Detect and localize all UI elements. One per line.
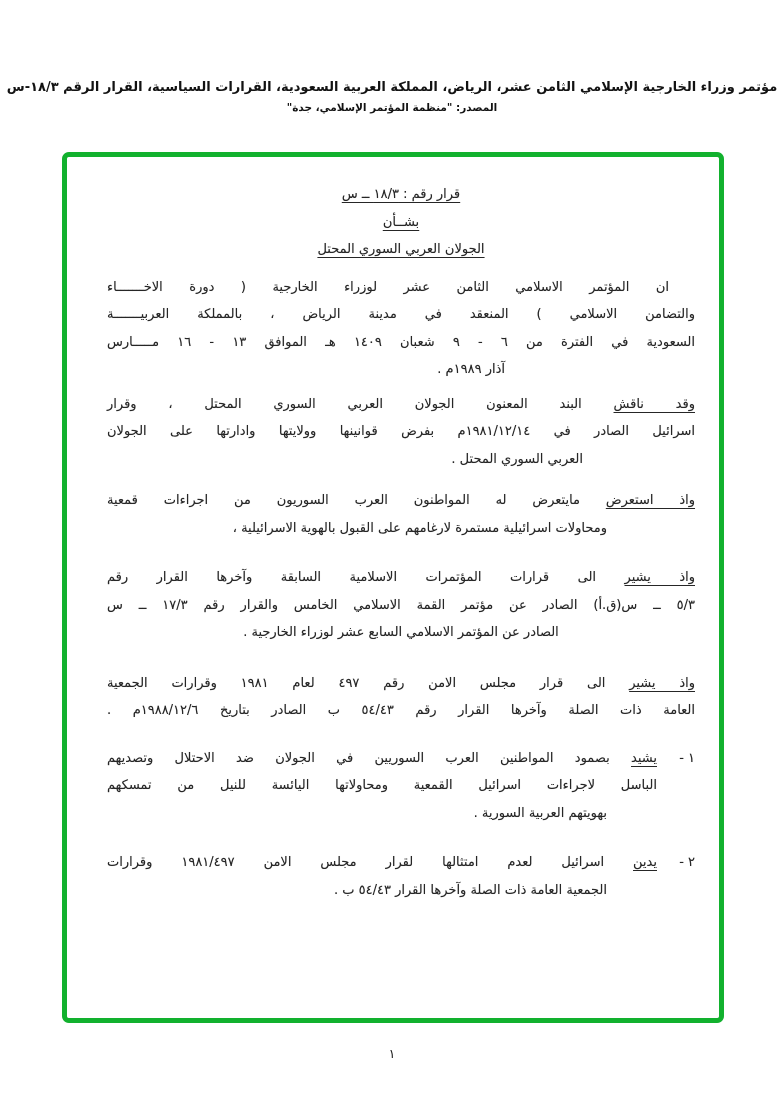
item-text (107, 849, 657, 904)
text-line: السعودية في الفترة من ٦ - ٩ شعبان ١٤٠٩ هـ الموافق ١٣ - ١٦ مـــــارس (107, 334, 696, 350)
text-line: يدين اسرائيل لعدم امتثالها لقرار مجلس الامن ١٩٨١/٤٩٧ وقرارات (107, 855, 657, 870)
text-line: واذ استعرض مايتعرض له المواطنون العرب السوريون من اجراءات قمعية (107, 493, 696, 508)
paragraph-discussed (107, 391, 695, 474)
document-header (0, 79, 784, 115)
text-line: الصادر عن المؤتمر الاسلامي السابع عشر لوزراء الخارجية . (243, 625, 559, 640)
lead-phrase: واذ استعرض (605, 493, 696, 508)
resolution-number-line: قرار رقم : ١٨/٣ ــ س (341, 187, 461, 202)
text-line: الباسل لاجراءات اسرائيل القمعية ومحاولاتها اليائسة للنيل من تمسكهم (107, 778, 657, 793)
text-line: العربي السوري المحتل . (451, 451, 583, 467)
text-line: يشيد بصمود المواطنين العرب السوريين في الجولان ضد الاحتلال وتصديهم (107, 750, 657, 766)
item-text (107, 745, 657, 828)
header-conference-line: مؤتمر وزراء الخارجية الإسلامي الثامن عشر، الرياض، المملكة العربية السعودية، القرارات السياسية، القرار الرقم ١٨/٣-س (6, 80, 778, 95)
paragraph-preamble (107, 274, 695, 384)
resolution-body (67, 157, 719, 1018)
page-number: ١ (388, 1046, 396, 1061)
resolution-title-block (107, 181, 695, 264)
green-highlight-frame (62, 152, 724, 1023)
text-line: ٥/٣ ــ س(ق.أ) الصادر عن مؤتمر القمة الاسلامي الخامس والقرار رقم ١٧/٣ ــ س (107, 597, 695, 613)
paragraph-reviewed (107, 487, 695, 542)
operative-item-1 (107, 745, 695, 828)
resolution-regarding-line: بشــأن (382, 214, 420, 230)
paragraph-recalling-resolutions (107, 564, 695, 647)
lead-phrase: واذ يشير (629, 675, 695, 691)
text-line: والتضامن الاسلامي ) المنعقد في مدينة الرياض ، بالمملكة العربيـــــــة (107, 307, 695, 322)
text-line: آذار ١٩٨٩م . (437, 362, 505, 377)
item-number: ١ - (679, 750, 695, 766)
header-source-line: المصدر: "منظمة المؤتمر الإسلامي، جدة" (286, 102, 498, 114)
text-line: العامة ذات الصلة وآخرها القرار رقم ٥٤/٤٣ ب الصادر بتاريخ ١٩٨٨/١٢/٦م . (107, 703, 695, 718)
lead-phrase: يشيد (631, 750, 657, 766)
text-line: ان المؤتمر الاسلامي الثامن عشر لوزراء الخارجية ( دورة الاخـــــــاء (107, 279, 669, 295)
item-number: ٢ - (679, 855, 695, 870)
operative-item-2 (107, 849, 695, 904)
text-line: ومحاولات اسرائيلية مستمرة لارغامهم على القبول بالهوية الاسرائيلية ، (232, 520, 607, 536)
resolution-subject-line: الجولان العربي السوري المحتل (317, 242, 485, 257)
text-line: بهويتهم العربية السورية . (473, 805, 607, 821)
text-line: وقد ناقش البند المعنون الجولان العربي السوري المحتل ، وقرار (107, 396, 695, 412)
lead-phrase: واذ يشير (624, 570, 695, 585)
lead-phrase: وقد ناقش (613, 396, 695, 412)
paragraph-recalling-security-council (107, 670, 695, 725)
text-line: اسرائيل الصادر في ١٩٨١/١٢/١٤م بفرض قوانينها وولايتها وادارتها على الجولان (107, 424, 695, 439)
text-line: واذ يشير الى قرار مجلس الامن رقم ٤٩٧ لعام ١٩٨١ وقرارات الجمعية (107, 675, 695, 691)
text-line: واذ يشير الى قرارات المؤتمرات الاسلامية السابقة وآخرها القرار رقم (107, 570, 695, 585)
lead-phrase: يدين (633, 855, 657, 870)
text-line: الجمعية العامة ذات الصلة وآخرها القرار ٥٤/٤٣ ب . (333, 882, 607, 898)
